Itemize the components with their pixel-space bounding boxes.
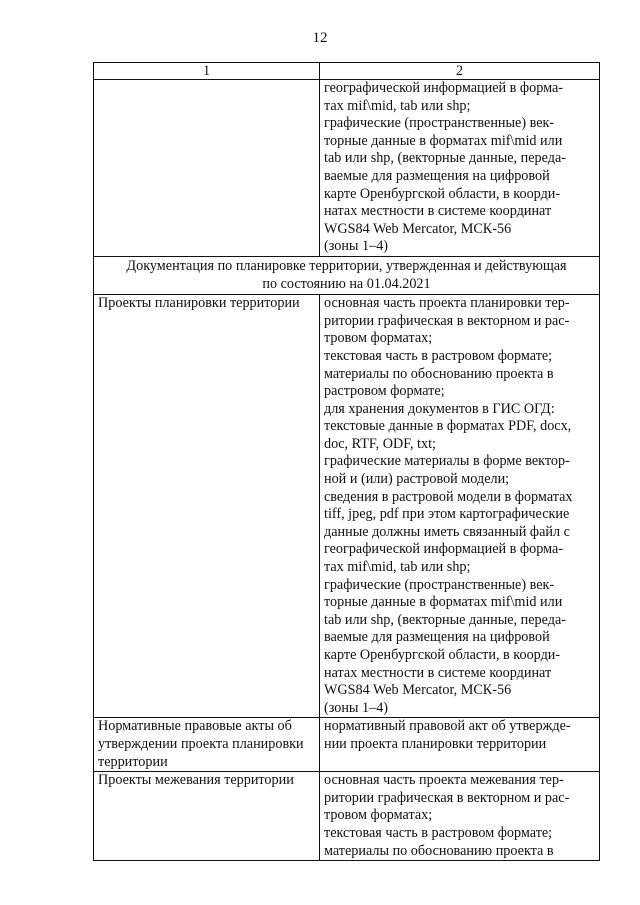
text-line: утверждении проекта планировки [98, 735, 304, 752]
text-line: основная часть проекта планировки тер- [324, 295, 570, 312]
row-description-cell [320, 80, 600, 257]
table-row [94, 718, 600, 772]
text-line: материалы по обоснованию проекта в [324, 842, 554, 859]
text-line: tiff, jpeg, pdf при этом картографические [324, 506, 570, 523]
text-line: Документация по планировке территории, утвержденная и действующая [126, 257, 567, 274]
table-row-continuation [94, 80, 600, 257]
text-line: doc, RTF, ODF, txt; [324, 435, 436, 452]
text-line: текстовая часть в растровом формате; [324, 824, 553, 841]
text-line: ваемые для размещения на цифровой [324, 629, 550, 646]
column-header-1: 1 [94, 63, 320, 80]
text-line: графические (пространственные) век- [324, 115, 555, 132]
page-number: 12 [312, 30, 328, 46]
row-description-cell [320, 295, 600, 718]
text-line: WGS84 Web Mercator, МСК-56 [324, 220, 512, 237]
text-line: Проекты межевания территории [98, 772, 294, 789]
text-line: данные должны иметь связанный файл с [324, 523, 570, 540]
row-name-cell [94, 80, 320, 257]
text-line: графические материалы в форме вектор- [324, 453, 570, 470]
text-line: текстовая часть в растровом формате; [324, 347, 553, 364]
text-line: торные данные в форматах mif\mid или [324, 594, 563, 611]
text-line: по состоянию на 01.04.2021 [262, 275, 431, 292]
text-line: карте Оренбургской области, в коорди- [324, 647, 561, 663]
table-header-row [94, 63, 600, 80]
text-line: натах местности в системе координат [324, 664, 552, 681]
text-line: нормативный правовой акт об утвержде- [324, 718, 571, 735]
text-line: натах местности в системе координат [324, 203, 552, 220]
text-line: географической информацией в форма- [324, 541, 563, 558]
text-line: тровом форматах; [324, 330, 433, 347]
text-line: Нормативные правовые акты об [98, 718, 292, 735]
text-line: для хранения документов в ГИС ОГД: [324, 400, 555, 417]
row-description-cell [320, 718, 600, 772]
text-line: tab или shp, (векторные данные, переда- [324, 611, 566, 628]
text-line: Проекты планировки территории [98, 295, 300, 312]
text-line: сведения в растровой модели в форматах [324, 488, 573, 505]
section-title-row [94, 256, 600, 294]
text-line: текстовые данные в форматах PDF, docx, [324, 418, 572, 435]
row-name-cell [94, 772, 320, 861]
text-line: (зоны 1–4) [324, 699, 389, 716]
text-line: нии проекта планировки территории [324, 735, 547, 752]
row-name-cell [94, 295, 320, 718]
row-description-cell [320, 772, 600, 861]
text-line: основная часть проекта межевания тер- [324, 772, 564, 789]
text-line: географической информацией в форма- [324, 80, 563, 96]
text-line: карте Оренбургской области, в коорди- [324, 185, 561, 202]
text-line: tab или shp, (векторные данные, переда- [324, 150, 566, 167]
text-line: тах mif\mid, tab или shp; [324, 97, 471, 114]
text-line: тах mif\mid, tab или shp; [324, 559, 471, 576]
text-line: ритории графическая в векторном и рас- [324, 312, 570, 329]
table-row [94, 295, 600, 718]
text-line: ритории графическая в векторном и рас- [324, 789, 570, 806]
text-line: ваемые для размещения на цифровой [324, 167, 550, 184]
text-line: тровом форматах; [324, 807, 433, 824]
text-line: торные данные в форматах mif\mid или [324, 132, 563, 149]
requirements-table [93, 62, 600, 861]
text-line: территории [98, 753, 168, 770]
text-line: графические (пространственные) век- [324, 576, 555, 593]
text-line: ной и (или) растровой модели; [324, 471, 510, 488]
table-row [94, 772, 600, 861]
column-header-2: 2 [320, 63, 600, 80]
text-line: растровом формате; [324, 383, 445, 400]
text-line: материалы по обоснованию проекта в [324, 365, 554, 382]
section-title [94, 256, 600, 294]
text-line: (зоны 1–4) [324, 238, 389, 255]
row-name-cell [94, 718, 320, 772]
text-line: WGS84 Web Mercator, МСК-56 [324, 682, 512, 699]
